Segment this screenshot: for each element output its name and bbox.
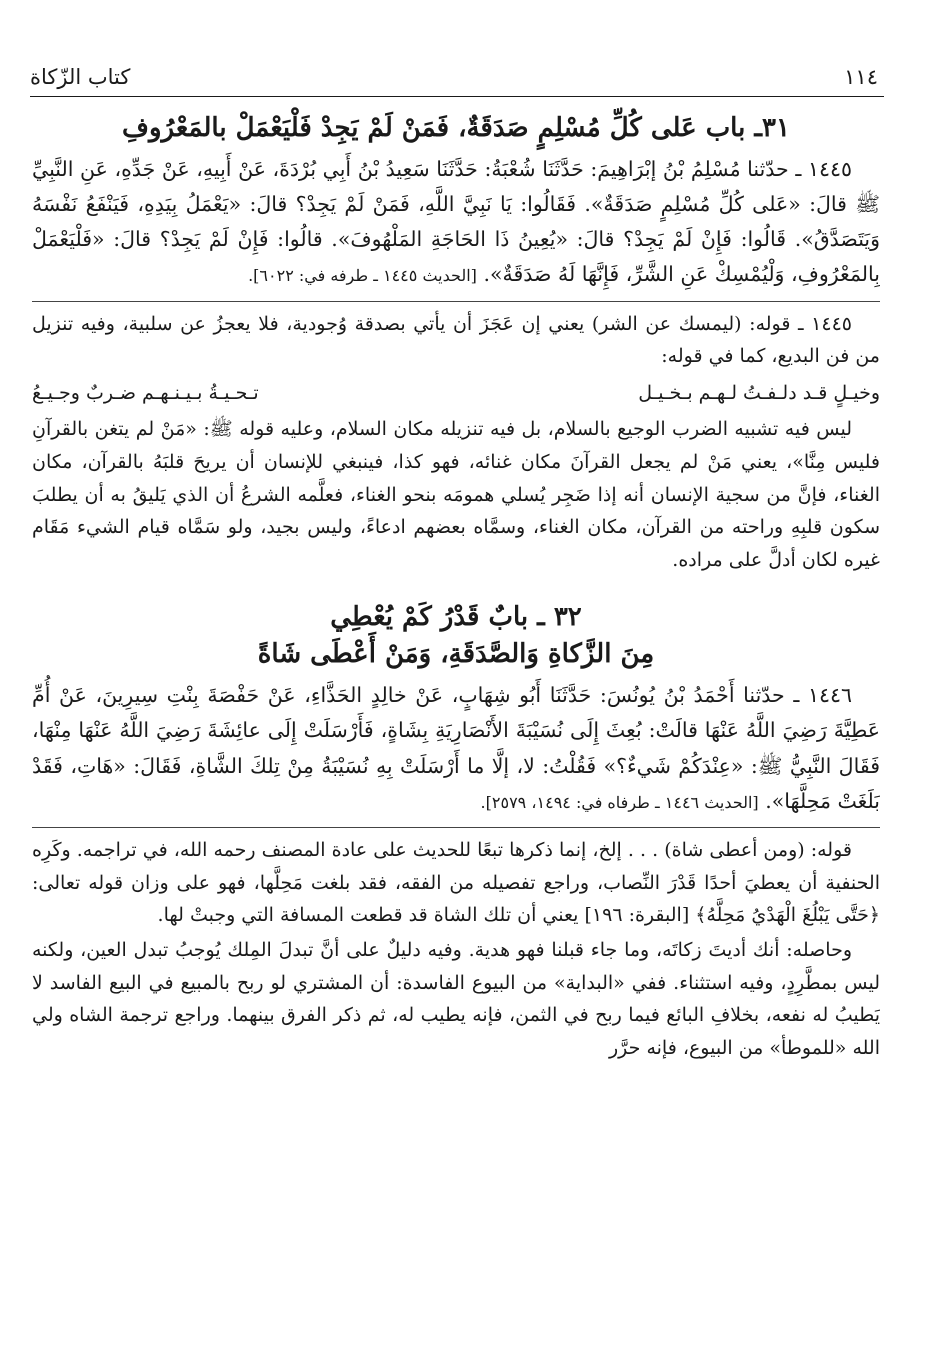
header-divider — [30, 96, 884, 97]
hadith-1445 — [32, 152, 880, 293]
hadith-1445-reference: [الحديث ١٤٤٥ ـ طرفه في: ٦٠٢٢]. — [248, 266, 477, 286]
chapter-32-title-line1: ٣٢ ـ بابٌ قَدْرُ كَمْ يُعْطِي — [330, 601, 582, 632]
section-divider — [32, 827, 880, 828]
verse-second-hemistich: تـحـيـةُ بـيـنـهـم ضـربٌ وجـيـعُ — [32, 382, 259, 405]
running-header — [30, 60, 878, 94]
hadith-1445-text: ١٤٤٥ ـ حدّثنا مُسْلِمُ بْنُ إبْرَاهِيمَ: حَدَّثَنَا شُعْبَةُ: حَدَّثَنَا سَعِيدُ بْنُ أَبِي بُرْدَةَ، عَنْ أَبِيهِ، عَنْ جَدِّهِ، عَنِ النَّبِيِّ ﷺ قالَ: «عَلى كُلِّ مُسْلِمٍ صَدَقَةٌ». فَقَالُوا: يَا نَبِيَّ اللَّهِ، فَمَنْ لَمْ يَجِدْ؟ قالَ: «يَعْمَلُ بِيَدِهِ، فَيَنْفَعُ نَفْسَهُ وَيَتَصَدَّقُ». قَالُوا: فَإِنْ لَمْ يَجِدْ؟ قالَ: «يُعِينُ ذَا الحَاجَةِ المَلْهُوفَ». قالُوا: فَإِنْ لَمْ يَجِدْ؟ قالَ: «فَلْيَعْمَلْ بِالمَعْرُوفِ، وَلْيُمْسِكْ عَنِ الشَّرِّ، فَإِنَّهَا لَهُ صَدَقَةٌ». — [32, 156, 880, 287]
commentary-1446-p1: قوله: (ومن أعطى شاة) . . . إلخ، إنما ذكرها تبعًا للحديث على عادة المصنف رحمه الله، في تراجمه. وكَرِه الحنفية أن يعطيَ أحدًا قَدْرَ النِّصاب، وراجع تفصيله من الفقه، فقد بلغت مَحِلَّها، فهو على وزان قوله تعالى: ﴿حَتَّى يَبْلُغَ الْهَدْيُ مَحِلَّهُ﴾ [البقرة: ١٩٦] يعني أن تلك الشاة قد قطعت المسافة التي وجبتْ لها. — [32, 839, 880, 927]
commentary-1445-p2: ليس فيه تشبيه الضرب الوجيع بالسلام، بل فيه تنزيله مكان السلام، وعليه قوله ﷺ: «مَنْ لم يتغن بالقرآنِ فليس مِنَّا»، يعني مَنْ لم يجعل القرآنَ مكان غنائه، فهو كذا، فينبغي للإنسان أن يريحَ قلبَهُ بالقرآن، مكان الغناء، فإنَّ من سجية الإنسان أنه إذا ضَجِر يُسلي همومَه بنحو الغناء، فعلَّمه الشرعُ أن الذي يَليقُ به أن يطلبَ سكون قلبِهِ وراحته من القرآن، مكان الغناء، وسمَّاه بعضهم ادعاءً، وليس بجيد، ولو سَمَّاه قيام الشيء مَقَام غيره لكان أدلَّ على مراده. — [32, 418, 880, 572]
chapter-32-title-line2: مِنَ الزَّكاةِ وَالصَّدَقَةِ، وَمَنْ أَعْطَى شَاةً — [257, 639, 655, 670]
hadith-1446-text: ١٤٤٦ ـ حدّثنا أَحْمَدُ بْنُ يُونُسَ: حَدَّثَنَا أَبُو شِهَابٍ، عَنْ خالِدٍ الحَذَّاءِ، عَنْ حَفْصَةَ بِنْتِ سِيرِينَ، عَنْ أُمِّ عَطِيَّةَ رَضِيَ اللَّهُ عَنْهَا قالَتْ: بُعِثَ إِلَى نُسَيْبَةَ الأَنْصَارِيَةِ بِشَاةٍ، فَأَرْسَلَتْ إِلَى عائِشَةَ رَضِيَ اللَّهُ عَنْهَا مِنْهَا، فَقَالَ النَّبِيُّ ﷺ: «عِنْدَكُمْ شَيءٌ؟» فَقُلْتُ: لا، إلَّا ما أَرْسَلَتْ بِهِ نُسَيْبَةُ مِنْ تِلكَ الشَّاةِ، فَقَالَ: «هَاتِ، فَقَدْ بَلَغَتْ مَحِلَّهَا». — [32, 683, 880, 813]
page-number: ١١٤ — [844, 65, 878, 89]
hadith-1446-reference: [الحديث ١٤٤٦ ـ طرفاه في: ١٤٩٤، ٢٥٧٩]. — [480, 792, 759, 812]
verse-first-hemistich: وخيـلٍ قـد دلـفـتُ لـهـم بـخـيـل — [638, 382, 880, 405]
poetry-verse — [32, 377, 880, 409]
chapter-32-title — [32, 599, 880, 674]
chapter-31-title: ٣١ـ باب عَلى كُلِّ مُسْلِمٍ صَدَقَةٌ، فَمَنْ لَمْ يَجِدْ فَلْيَعْمَلْ بالمَعْرُوفِ — [122, 113, 790, 143]
hadith-1446 — [32, 678, 880, 819]
commentary-1445-p1: ١٤٤٥ ـ قوله: (ليمسك عن الشر) يعني إن عَجَزَ أن يأتي بصدقة وُجودية، فلا يعجزُ عن سلبية، وفيه تنزيل من فن البديع، كما في قوله: — [32, 312, 880, 368]
page-body — [32, 104, 880, 1363]
section-divider — [32, 301, 880, 302]
book-title: كتاب الزّكاة — [30, 65, 131, 89]
commentary-1446-p2: وحاصله: أنك أديتَ زكاتَه، وما جاء قبلنا فهو هدية. وفيه دليلٌ على أنَّ تبدلَ المِلك يُوجبُ تبدل العين، ولكنه ليس بمطَّرِدٍ، وفيه استثناء. ففي «البداية» من البيوع الفاسدة: أن المشتري لو ربح بالمبيع في البيع الفاسد لا يَطيبُ له نفعه، بخلافِ البائع فيما ربح في الثمن، فإنه يطيب له، ثم ذكر الفرق بينهما. وراجع ترجمة الشاه ولي الله «للموطأ» من البيوع، فإنه حرَّر — [32, 939, 880, 1060]
